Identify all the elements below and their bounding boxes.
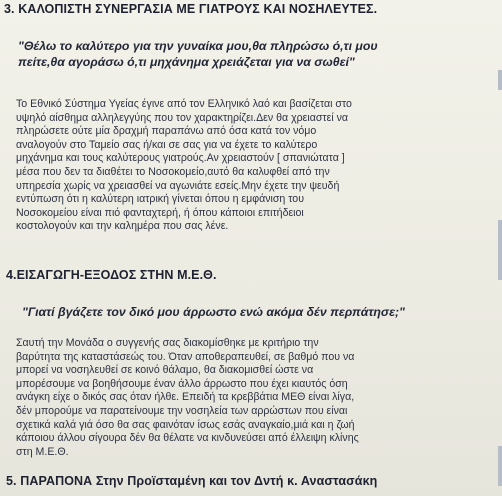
paragraph-line: Σαυτή την Μονάδα ο συγγενής σας διακομίσθηκε με κριτήριο την <box>16 337 319 349</box>
paragraph-line: υπηρεσία χωρίς να χρειασθεί να αγωνιάτε εσείς.Μην έχετε την ψευδή <box>16 179 340 192</box>
page-edge-mark <box>498 70 502 90</box>
quote-line: πείτε,θα αγοράσω ό,τι μηχάνημα χρειάζεται για να σωθεί" <box>18 55 355 69</box>
paragraph-line: εντύπωση ότι η καλύτερη ιατρική γίνεται όπου η εμφάνιση του <box>16 193 304 206</box>
page-edge-mark <box>498 220 502 280</box>
quote-line: "Θέλω το καλύτερο για την γυναίκα μου,θα πληρώσω ό,τι μου <box>18 39 378 53</box>
paragraph-line: σχετικά καλά γιά όσο θα σας φαινόταν ίσως εσάς αναγκαίο,μιά και η ζωή <box>16 418 355 431</box>
paragraph-line: ανάγκη είχε ο δικός σας όταν ήλθε. Επειδή τα κρεββάτια ΜΕΘ είναι λίγα, <box>16 391 355 404</box>
paragraph-line: μέσα που δεν τα διαθέτει το Νοσοκομείο,αυτό θα καλυφθεί από την <box>16 165 330 178</box>
section-5-title: 5. ΠΑΡΑΠΟΝΑ Στην Προϊσταμένη και τον Δντή κ. Αναστασάκη <box>6 474 378 488</box>
page-edge-mark <box>498 446 502 486</box>
paragraph-line: μηχάνημα και τους καλύτερους γιατρούς.Αν χρειαστούν [ σπανιώτατα ] <box>16 152 345 165</box>
paragraph-line: δέν μπορούμε να παρατείνουμε την νοσηλεία των αρρώστων που είναι <box>16 404 348 417</box>
paragraph-line: μπορεί να νοσηλευθεί σε κοινό θάλαμο, θα διακομισθεί ώστε να <box>16 364 314 377</box>
paragraph-line: πληρώσετε ούτε μία δραχμή παραπάνω από όσα κατά τον νόμο <box>16 125 317 138</box>
section-4-quote <box>22 304 405 320</box>
paragraph-line: κάποιου άλλου σίγουρα δέν θα θέλατε να κινδυνεύσει από έλλειψη κλίνης <box>16 432 359 445</box>
section-4-paragraph <box>16 337 359 459</box>
section-3-title: 3. ΚΑΛΟΠΙΣΤΗ ΣΥΝΕΡΓΑΣΙΑ ΜΕ ΓΙΑΤΡΟΥΣ ΚΑΙ ΝΟΣΗΛΕΥΤΕΣ. <box>4 2 378 16</box>
paragraph-line: αναλογούν στο Ταμείο σας ή/και σε σας για να έχετε το καλύτερο <box>16 138 318 151</box>
paragraph-line: υψηλό αίσθημα αλληλεγγύης που τον χαρακτηρίζει.Δεν θα χρειαστεί να <box>16 111 349 124</box>
paragraph-line: στη Μ.Ε.Θ. <box>16 445 69 458</box>
paragraph-line: Νοσοκομείου είναι πιό φανταχτερή, ή όπου κάποιοι επιτήδειοι <box>16 206 304 219</box>
paragraph-line: μπορέσουμε να βοηθήσουμε έναν άλλο άρρωστο που έχει κιαυτός όση <box>16 377 348 390</box>
paragraph-line: Το Εθνικό Σύστημα Υγείας έγινε από τον Ελληνικό λαό και βασίζεται στο <box>16 98 352 110</box>
paragraph-line: βαρύτητα της καταστάσεώς του. Όταν αποθεραπευθεί, σε βαθμό που να <box>16 350 355 363</box>
paragraph-line: κοστολογούν και την καλημέρα που σας λένε. <box>16 220 229 233</box>
section-3-quote <box>18 38 378 70</box>
section-4-title: 4.ΕΙΣΑΓΩΓΗ-ΕΞΟΔΟΣ ΣΤΗΝ Μ.Ε.Θ. <box>6 268 217 282</box>
section-3-paragraph <box>16 98 352 234</box>
quote-line: "Γιατί βγάζετε τον δικό μου άρρωστο ενώ ακόμα δέν περπάτησε;" <box>22 305 405 319</box>
